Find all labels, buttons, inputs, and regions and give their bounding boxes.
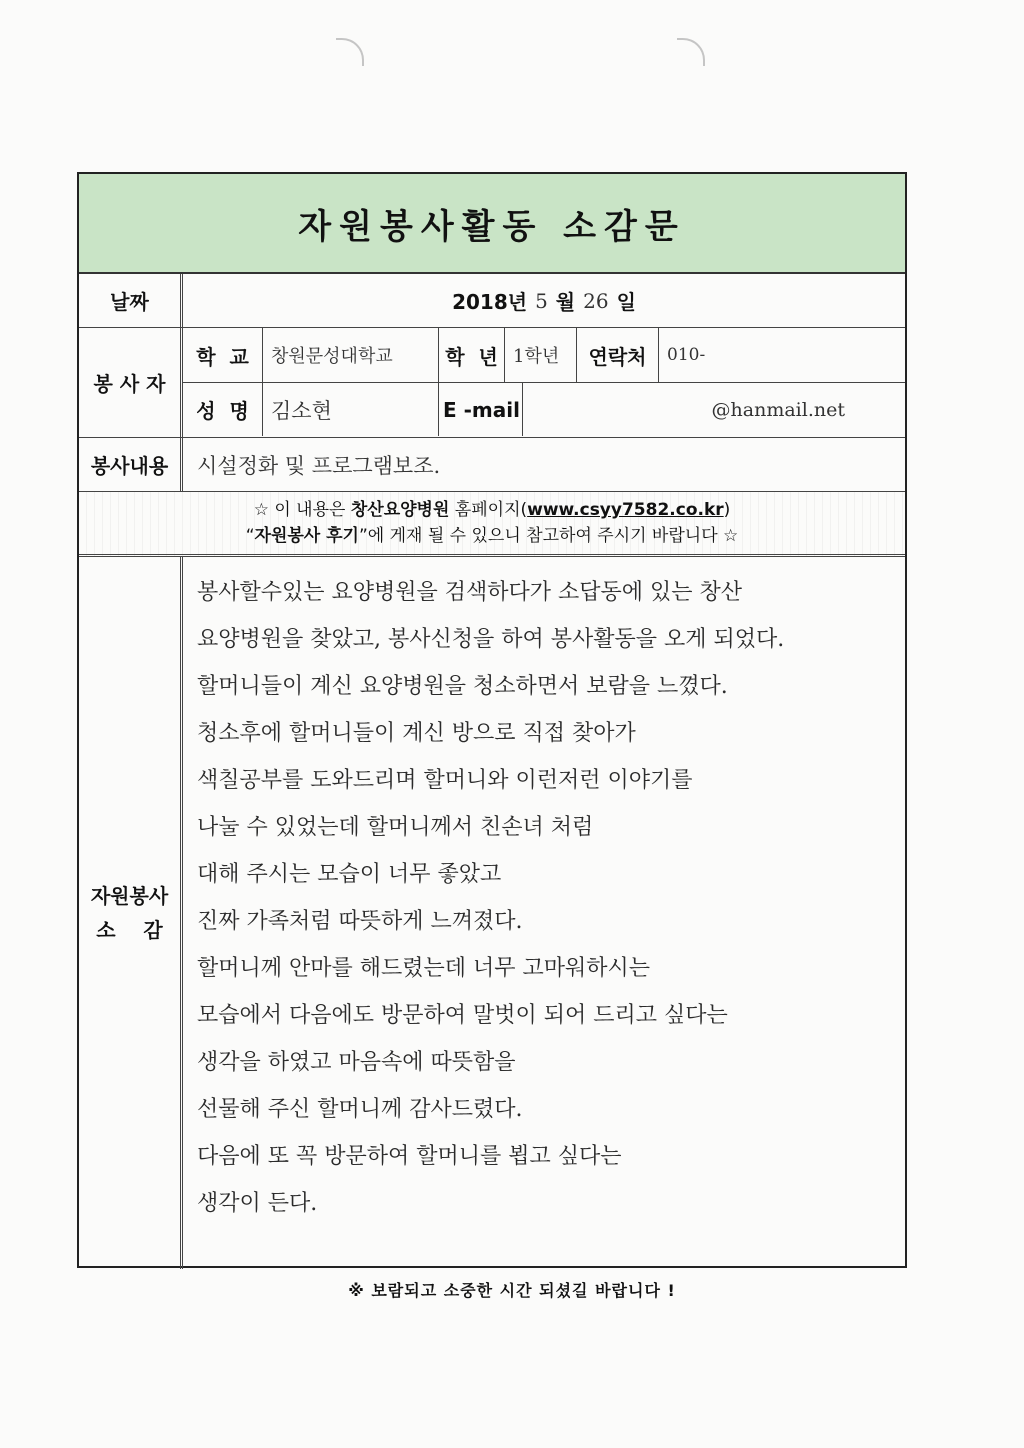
name-label: 성 명 (183, 383, 263, 436)
email-value: @hanmail.net (711, 398, 845, 421)
date-month-handwritten: 5 (535, 288, 548, 313)
form-title: 자원봉사활동 소감문 (298, 206, 686, 247)
content-value: 시설정화 및 프로그램보조. (197, 453, 441, 478)
footer-message: ※ 보람되고 소중한 시간 되셨길 바랍니다 ! (348, 1281, 676, 1300)
volunteer-school-row (183, 328, 905, 382)
date-value (183, 274, 905, 327)
binder-hole-mark-left (336, 38, 364, 66)
content-label: 봉사내용 (79, 438, 183, 491)
review-label: 자원봉사 소 감 (79, 557, 183, 1269)
notice-org: 창산요양병원 (350, 500, 450, 520)
date-label: 날짜 (79, 274, 183, 327)
review-line: 할머니께 안마를 해드렸는데 너무 고마워하시는 (197, 956, 651, 981)
date-day-unit: 일 (616, 290, 636, 314)
star-icon: ☆ (253, 500, 269, 520)
contact-label: 연락처 (577, 328, 659, 382)
school-value: 창원문성대학교 (263, 328, 439, 382)
star-icon: ☆ (723, 526, 739, 546)
contact-value: 010- (667, 345, 706, 365)
notice-box (79, 492, 905, 557)
review-line: 요양병원을 찾았고, 봉사신청을 하여 봉사활동을 오게 되었다. (197, 627, 785, 652)
review-row (79, 557, 905, 1269)
review-line: 진짜 가족처럼 따뜻하게 느껴졌다. (197, 909, 523, 934)
volunteer-name-row (183, 382, 905, 436)
review-line: 선물해 주신 할머니께 감사드렸다. (197, 1097, 523, 1122)
review-line: 청소후에 할머니들이 계신 방으로 직접 찾아가 (197, 721, 636, 746)
review-line: 할머니들이 계신 요양병원을 청소하면서 보람을 느꼈다. (197, 674, 728, 699)
notice-url: www.csyy7582.co.kr (527, 500, 724, 520)
review-line: 모습에서 다음에도 방문하여 말벗이 되어 드리고 싶다는 (197, 1003, 728, 1028)
volunteer-label: 봉 사 자 (79, 328, 183, 437)
volunteer-row (79, 328, 905, 438)
review-line: 색칠공부를 도와드리며 할머니와 이런저런 이야기를 (197, 768, 693, 793)
content-row (79, 438, 905, 492)
review-line: 봉사할수있는 요양병원을 검색하다가 소답동에 있는 창산 (197, 580, 743, 605)
date-year: 2018년 (452, 290, 528, 314)
notice-line-1: ☆ 이 내용은 창산요양병원 홈페이지(www.csyy7582.co.kr) (253, 500, 731, 520)
date-month-unit: 월 (555, 290, 576, 314)
school-label: 학 교 (183, 328, 263, 382)
review-text (183, 557, 905, 1269)
review-line: 나눌 수 있었는데 할머니께서 친손녀 처럼 (197, 815, 594, 840)
volunteer-details (183, 328, 905, 437)
review-line: 다음에 또 꼭 방문하여 할머니를 뵙고 싶다는 (197, 1144, 622, 1169)
name-value: 김소현 (263, 383, 439, 436)
date-day-handwritten: 26 (583, 288, 609, 313)
review-line: 대해 주시는 모습이 너무 좋았고 (197, 862, 502, 887)
review-line: 생각이 든다. (197, 1191, 318, 1216)
volunteer-review-form (77, 172, 907, 1268)
review-line: 생각을 하였고 마음속에 따뜻함을 (197, 1050, 516, 1075)
notice-line-2: “자원봉사 후기”에 게재 될 수 있으니 참고하여 주시기 바랍니다 ☆ (245, 526, 739, 546)
email-label: E -mail (439, 383, 523, 436)
grade-label: 학 년 (439, 328, 505, 382)
date-row (79, 274, 905, 328)
form-title-bar (79, 174, 905, 274)
grade-value: 1학년 (505, 328, 577, 382)
binder-hole-mark-right (677, 38, 705, 66)
